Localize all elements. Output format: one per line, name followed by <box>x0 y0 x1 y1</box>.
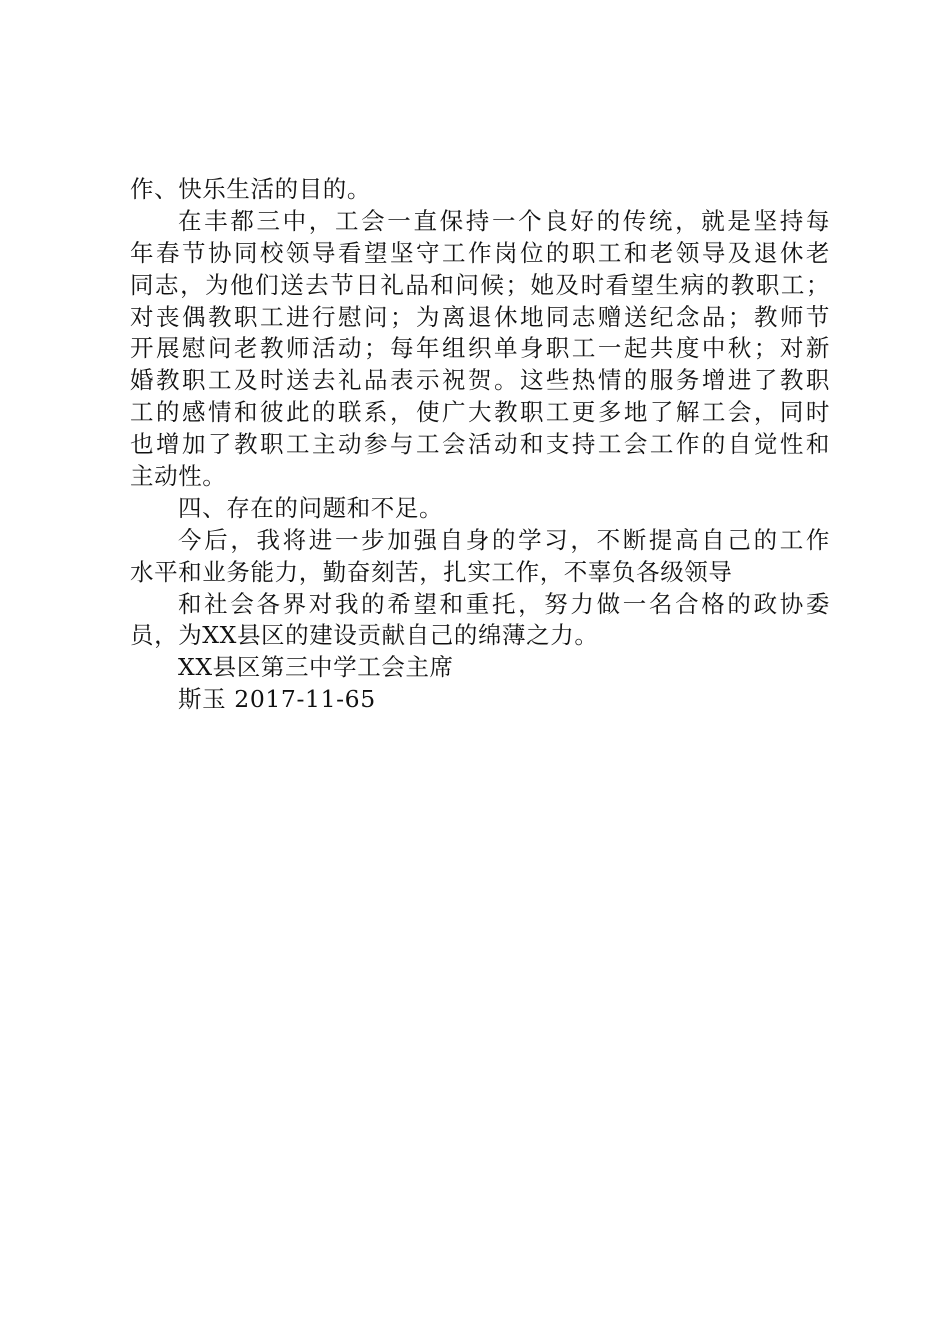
text-line: 主动性。 <box>130 462 227 491</box>
text-line: 员，为XX县区的建设贡献自己的绵薄之力。 <box>130 621 599 650</box>
text-line: 工的感情和彼此的联系，使广大教职工更多地了解工会，同时 <box>130 398 830 427</box>
document-body <box>130 174 830 716</box>
section-heading: 四、存在的问题和不足。 <box>178 493 444 522</box>
text-line: 在丰都三中，工会一直保持一个良好的传统，就是坚持每 <box>178 206 830 235</box>
text-line: 作、快乐生活的目的。 <box>130 175 371 203</box>
text-line: 开展慰问老教师活动；每年组织单身职工一起共度中秋；对新 <box>130 334 830 363</box>
signature-title: XX县区第三中学工会主席 <box>178 653 454 682</box>
text-line: 今后，我将进一步加强自身的学习，不断提高自己的工作 <box>178 525 830 554</box>
text-line: 水平和业务能力，勤奋刻苦，扎实工作，不辜负各级领导 <box>130 557 733 586</box>
text-line: 对丧偶教职工进行慰问；为离退休地同志赠送纪念品；教师节 <box>130 302 830 331</box>
text-line: 婚教职工及时送去礼品表示祝贺。这些热情的服务增进了教职 <box>130 366 830 395</box>
text-line: 也增加了教职工主动参与工会活动和支持工会工作的自觉性和 <box>130 430 830 459</box>
text-line: 和社会各界对我的希望和重托，努力做一名合格的政协委 <box>178 589 830 618</box>
text-line: 同志，为他们送去节日礼品和问候；她及时看望生病的教职工； <box>130 270 830 299</box>
signature-name-date: 斯玉 2017-11-65 <box>178 685 376 714</box>
text-line: 年春节协同校领导看望坚守工作岗位的职工和老领导及退休老 <box>130 238 830 267</box>
